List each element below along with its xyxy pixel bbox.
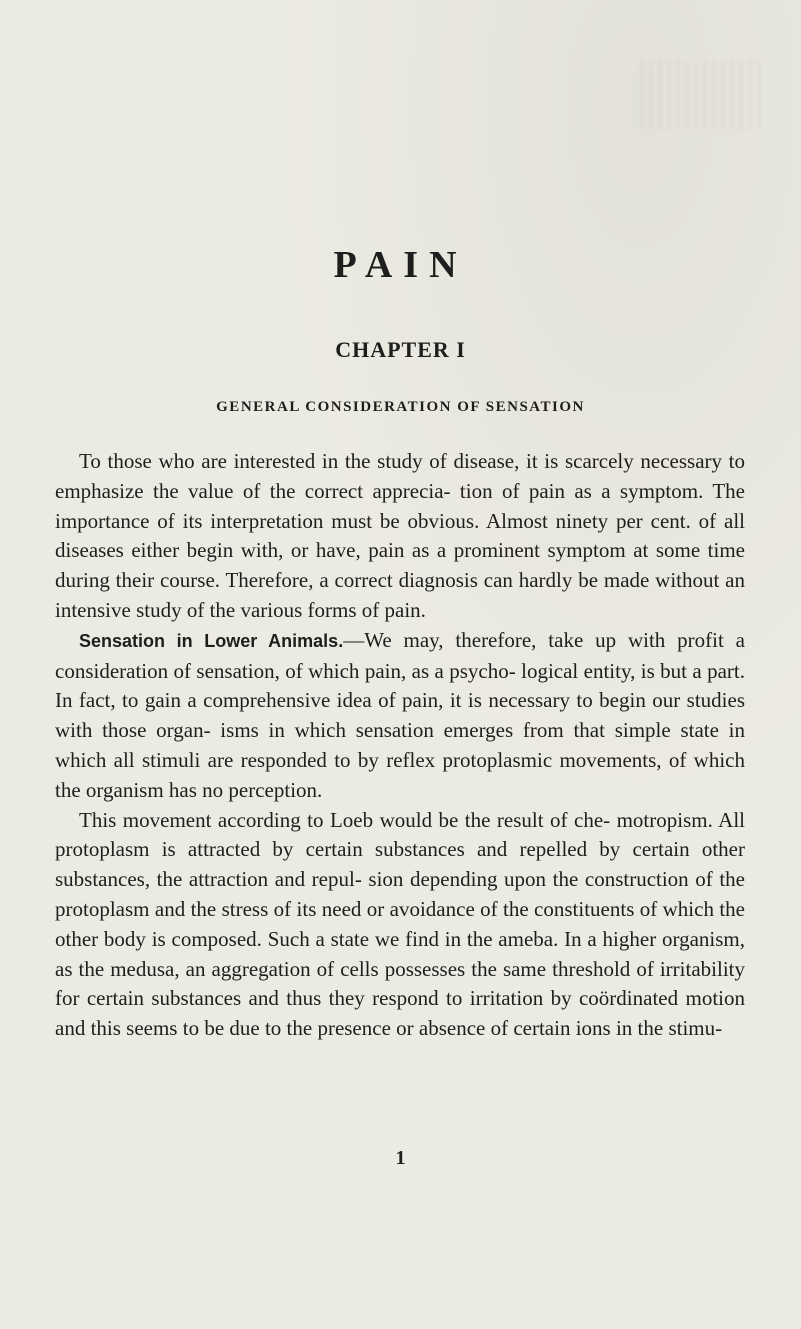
paragraph-2-text: —We may, therefore, take up with profit a consideration of sensation, of which pain, as a psycho- logical entity, is but a part. In fact, to gain a comprehensive idea of pain, it is necessary to begin our studies with those organ- isms in which sensation emerges from that simple state in which all stimuli are responded to by reflex protoplasmic movements, of which the organism has no perception. [55,627,745,802]
show-through-bleed [641,60,761,130]
paragraph-1 [55,447,745,626]
paragraph-3-text: This movement according to Loeb would be the result of che- motropism. All protoplasm is attracted by certain substances and repelled by certain other substances, the attraction and repul- sion depending upon the construction of the protoplasm and the stress of its need or avoidance of the constituents of which the other body is composed. Such a state we find in the ameba. In a higher organism, as the medusa, an aggregation of cells possesses the same threshold of irritability for certain substances and thus they respond to irritation by coördinated motion and this seems to be due to the presence or absence of certain ions in the stimu- [55,807,745,1041]
run-in-heading: Sensation in Lower Animals. [79,630,344,651]
paragraph-1-text: To those who are interested in the study of disease, it is scarcely necessary to emphasize the value of the correct apprecia- tion of pain as a symptom. The importance of its interpretation must be obvious. Almost ninety per cent. of all diseases either begin with, or have, pain as a prominent symptom at some time during their course. Therefore, a correct diagnosis can hardly be made without an intensive study of the various forms of pain. [55,449,745,622]
book-title: PAIN [333,244,468,286]
page-number: 1 [395,1147,406,1169]
body-text [55,447,745,1044]
section-heading: GENERAL CONSIDERATION OF SENSATION [216,399,585,415]
chapter-label: CHAPTER I [335,337,466,362]
paragraph-3 [55,806,745,1044]
paragraph-2 [55,626,745,806]
